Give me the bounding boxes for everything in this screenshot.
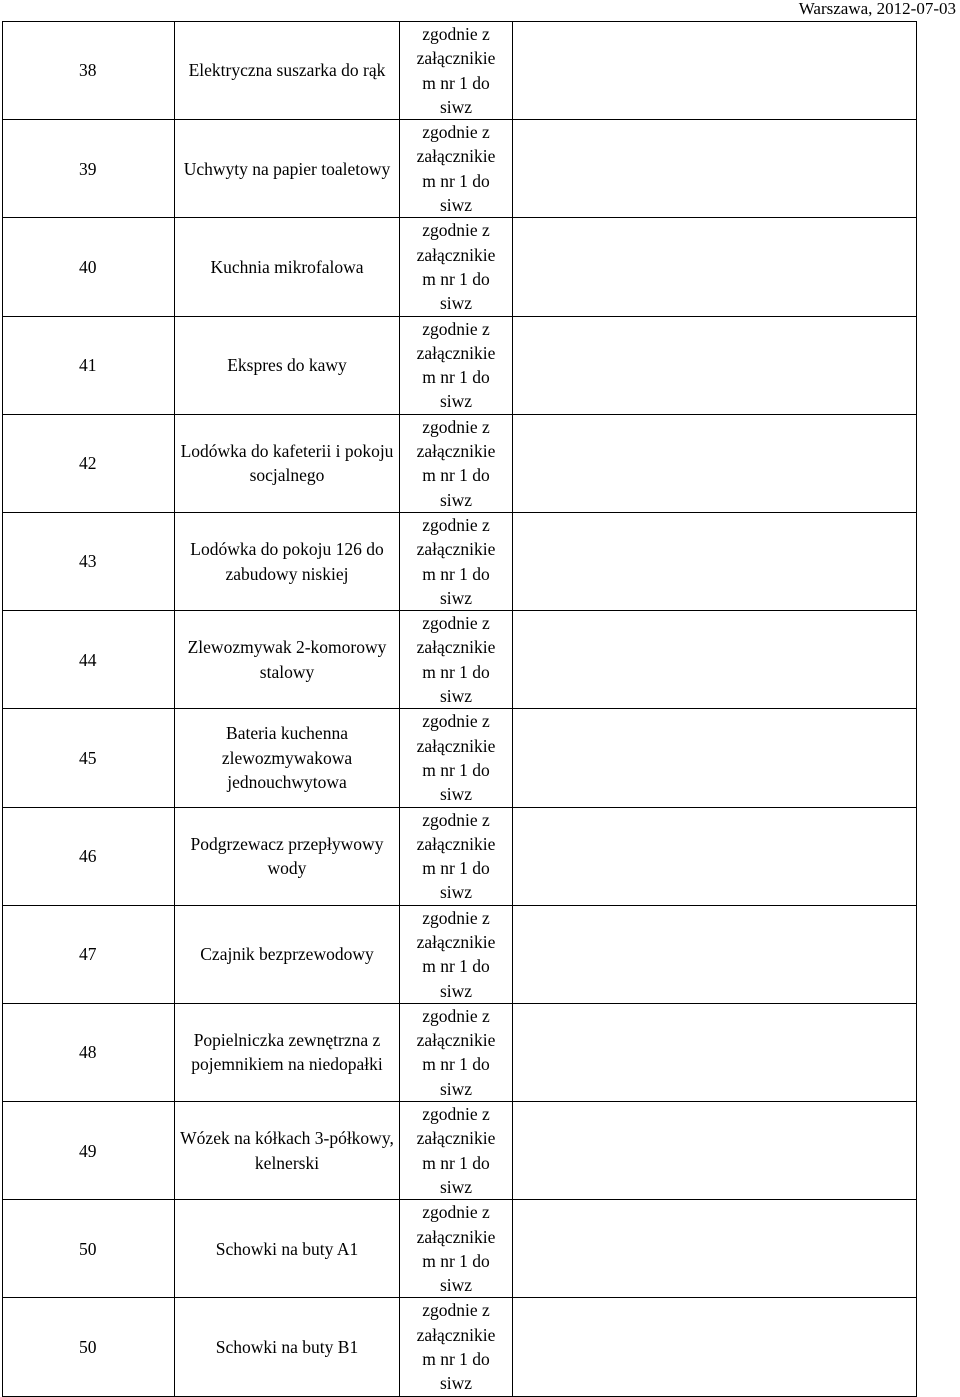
item-number: 48 <box>79 1042 97 1063</box>
item-number-cell <box>3 22 175 120</box>
empty-cell <box>513 120 917 218</box>
table-row <box>3 414 917 512</box>
spec-line: zgodnie z <box>422 1005 490 1026</box>
table-row <box>3 611 917 709</box>
item-name: Wózek na kółkach 3-półkowy, kelnerski <box>175 1102 400 1200</box>
table-row <box>3 218 917 316</box>
item-spec <box>400 1200 513 1298</box>
table-row <box>3 22 917 120</box>
item-number-cell <box>3 512 175 610</box>
empty-cell <box>513 512 917 610</box>
spec-line: m nr 1 do <box>422 367 490 388</box>
item-number: 39 <box>79 158 97 179</box>
item-spec <box>400 611 513 709</box>
spec-line: załącznikie <box>416 1128 496 1149</box>
spec-line: m nr 1 do <box>422 1349 490 1370</box>
spec-line: zgodnie z <box>422 122 490 143</box>
item-spec <box>400 218 513 316</box>
spec-line: zgodnie z <box>422 1300 490 1321</box>
spec-line: zgodnie z <box>422 220 490 241</box>
item-number: 44 <box>79 649 97 670</box>
spec-line: m nr 1 do <box>422 956 490 977</box>
item-number-cell <box>3 316 175 414</box>
item-spec <box>400 905 513 1003</box>
empty-cell <box>513 22 917 120</box>
item-number: 38 <box>79 60 97 81</box>
spec-line: załącznikie <box>416 1226 496 1247</box>
spec-line: m nr 1 do <box>422 1054 490 1075</box>
table-row <box>3 709 917 807</box>
spec-line: zgodnie z <box>422 24 490 44</box>
item-name: Schowki na buty B1 <box>175 1298 400 1396</box>
spec-line: m nr 1 do <box>422 563 490 584</box>
spec-line: siwz <box>439 293 473 314</box>
spec-line: załącznikie <box>416 539 496 560</box>
spec-line: załącznikie <box>416 48 496 69</box>
table-row <box>3 512 917 610</box>
item-name: Uchwyty na papier toaletowy <box>175 120 400 218</box>
spec-line: m nr 1 do <box>422 1152 490 1173</box>
empty-cell <box>513 1102 917 1200</box>
item-spec <box>400 709 513 807</box>
table-row <box>3 1003 917 1101</box>
spec-line: zgodnie z <box>422 613 490 634</box>
spec-line: siwz <box>439 1275 473 1296</box>
spec-line: siwz <box>439 1078 473 1099</box>
spec-line: załącznikie <box>416 441 496 462</box>
spec-line: m nr 1 do <box>422 72 490 93</box>
empty-cell <box>513 807 917 905</box>
spec-line: załącznikie <box>416 146 496 167</box>
item-number: 42 <box>79 453 97 474</box>
item-spec <box>400 512 513 610</box>
spec-line: zgodnie z <box>422 1202 490 1223</box>
table-row <box>3 1298 917 1396</box>
item-number-cell <box>3 1003 175 1101</box>
table-row <box>3 120 917 218</box>
spec-line: siwz <box>439 391 473 412</box>
item-number-cell <box>3 414 175 512</box>
empty-cell <box>513 611 917 709</box>
item-number-cell <box>3 709 175 807</box>
item-number: 46 <box>79 845 97 866</box>
spec-line: m nr 1 do <box>422 661 490 682</box>
spec-line: załącznikie <box>416 735 496 756</box>
spec-line: zgodnie z <box>422 416 490 437</box>
spec-line: załącznikie <box>416 1030 496 1051</box>
spec-line: siwz <box>439 980 473 1001</box>
item-name: Lodówka do pokoju 126 do zabudowy niskiej <box>175 512 400 610</box>
spec-line: m nr 1 do <box>422 268 490 289</box>
item-number: 45 <box>79 747 97 768</box>
equipment-table <box>2 21 917 1397</box>
spec-line: załącznikie <box>416 342 496 363</box>
table-row <box>3 1102 917 1200</box>
spec-line: siwz <box>439 686 473 707</box>
spec-line: siwz <box>439 882 473 903</box>
item-number: 47 <box>79 944 97 965</box>
spec-line: m nr 1 do <box>422 759 490 780</box>
empty-cell <box>513 709 917 807</box>
item-spec <box>400 807 513 905</box>
spec-line: zgodnie z <box>422 809 490 830</box>
item-number-cell <box>3 1102 175 1200</box>
item-spec <box>400 414 513 512</box>
item-number-cell <box>3 905 175 1003</box>
item-number: 41 <box>79 355 97 375</box>
spec-line: siwz <box>439 489 473 510</box>
table-row <box>3 316 917 414</box>
spec-line: załącznikie <box>416 637 496 658</box>
spec-line: m nr 1 do <box>422 1250 490 1271</box>
empty-cell <box>513 1200 917 1298</box>
spec-line: załącznikie <box>416 931 496 952</box>
item-spec <box>400 1298 513 1396</box>
item-name: Lodówka do kafeterii i pokoju socjalnego <box>175 414 400 512</box>
item-number: 43 <box>79 551 97 572</box>
item-number-cell <box>3 1200 175 1298</box>
table-row <box>3 807 917 905</box>
item-number-cell <box>3 218 175 316</box>
item-number: 40 <box>79 256 97 277</box>
spec-line: siwz <box>439 1373 473 1394</box>
empty-cell <box>513 905 917 1003</box>
item-number-cell <box>3 807 175 905</box>
item-number-cell <box>3 1298 175 1396</box>
item-number: 50 <box>79 1336 97 1357</box>
item-name: Podgrzewacz przepływowy wody <box>175 807 400 905</box>
empty-cell <box>513 1298 917 1396</box>
spec-line: m nr 1 do <box>422 858 490 879</box>
spec-line: m nr 1 do <box>422 170 490 191</box>
item-spec <box>400 1102 513 1200</box>
table-row <box>3 1200 917 1298</box>
item-number-cell <box>3 120 175 218</box>
spec-line: załącznikie <box>416 833 496 854</box>
spec-line: siwz <box>439 195 473 216</box>
spec-line: zgodnie z <box>422 1104 490 1125</box>
item-name: Zlewozmywak 2-komorowy stalowy <box>175 611 400 709</box>
item-spec <box>400 120 513 218</box>
empty-cell <box>513 218 917 316</box>
spec-line: siwz <box>439 1176 473 1197</box>
spec-line: zgodnie z <box>422 711 490 732</box>
spec-line: zgodnie z <box>422 318 490 339</box>
item-spec <box>400 316 513 414</box>
item-name: Bateria kuchenna zlewozmywakowa jednouchwytowa <box>175 709 400 807</box>
empty-cell <box>513 414 917 512</box>
spec-line: zgodnie z <box>422 514 490 535</box>
spec-line: zgodnie z <box>422 907 490 928</box>
item-name: Kuchnia mikrofalowa <box>175 218 400 316</box>
empty-cell <box>513 1003 917 1101</box>
spec-line: załącznikie <box>416 1324 496 1345</box>
item-number-cell <box>3 611 175 709</box>
document-date: Warszawa, 2012-07-03 <box>798 0 956 18</box>
item-spec <box>400 1003 513 1101</box>
table-row <box>3 905 917 1003</box>
spec-line: m nr 1 do <box>422 465 490 486</box>
item-number: 49 <box>79 1140 97 1161</box>
item-name: Schowki na buty A1 <box>175 1200 400 1298</box>
item-name: Popielniczka zewnętrzna z pojemnikiem na niedopałki <box>175 1003 400 1101</box>
empty-cell <box>513 316 917 414</box>
spec-line: siwz <box>439 784 473 805</box>
spec-line: załącznikie <box>416 244 496 265</box>
item-name: Ekspres do kawy <box>175 316 400 414</box>
item-number: 50 <box>79 1238 97 1259</box>
spec-line: siwz <box>439 96 473 117</box>
item-name: Czajnik bezprzewodowy <box>175 905 400 1003</box>
item-name: Elektryczna suszarka do rąk <box>175 22 400 120</box>
spec-line: siwz <box>439 587 473 608</box>
item-spec <box>400 22 513 120</box>
